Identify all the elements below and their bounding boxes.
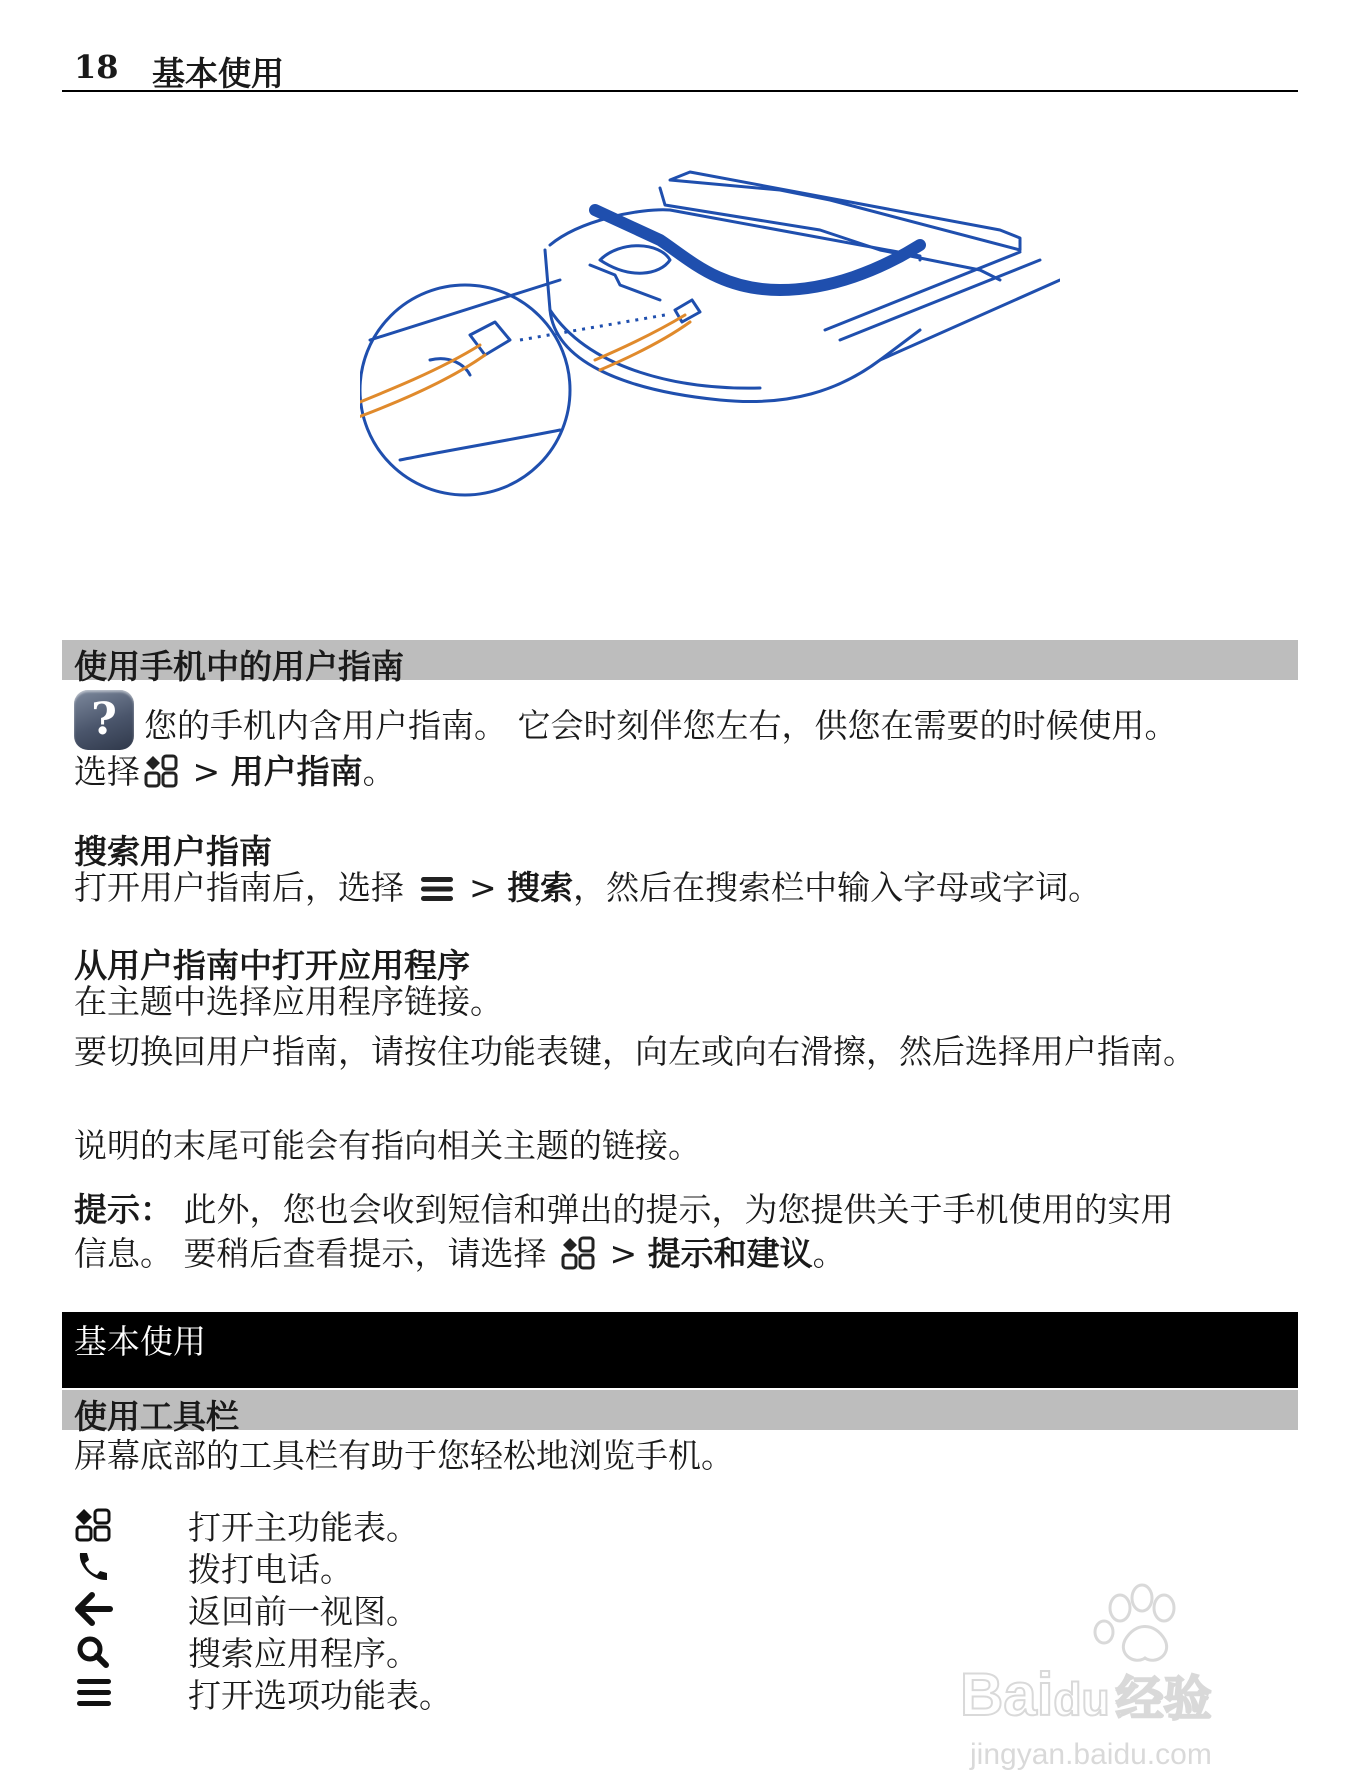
- toolbar-intro: 屏幕底部的工具栏有助于您轻松地浏览手机。: [74, 1436, 734, 1475]
- user-guide-select-line: [74, 752, 396, 792]
- paw-logo-icon: [1080, 1580, 1200, 1670]
- options-menu-icon: [74, 1676, 114, 1710]
- select-end: 。: [362, 752, 396, 791]
- options-menu-icon: [419, 874, 455, 904]
- toolbar-item-back-text: 返回前一视图。: [188, 1592, 419, 1631]
- strap-string-small-1: [595, 315, 685, 360]
- watermark-brand: [960, 1660, 1212, 1729]
- back-arrow-icon: [74, 1592, 114, 1626]
- tip-end: 。: [812, 1234, 846, 1273]
- select-separator: >: [182, 752, 231, 791]
- menu-grid-icon: [561, 1236, 595, 1270]
- page-number: 18: [74, 48, 119, 86]
- back-cover-edge: [660, 188, 1000, 280]
- toolbar-item-search-text: 搜索应用程序。: [188, 1634, 419, 1673]
- tip-line2: [74, 1234, 846, 1274]
- phone-icon: [74, 1550, 114, 1584]
- search-target-link[interactable]: 搜索: [507, 868, 574, 907]
- strap-string-large-2: [360, 355, 485, 422]
- watermark-brand-cn: 经验: [1115, 1673, 1212, 1726]
- toolbar-item-menu-text: 打开主功能表。: [188, 1508, 419, 1547]
- watermark-brand-du: du: [1053, 1673, 1110, 1725]
- tip-text1: 此外，您也会收到短信和弹出的提示，为您提供关于手机使用的实用: [173, 1190, 1174, 1229]
- baidu-watermark: [960, 1580, 1300, 1780]
- link-note: 说明的末尾可能会有指向相关主题的链接。: [74, 1126, 701, 1165]
- open-apps-line1: 在主题中选择应用程序链接。: [74, 982, 503, 1021]
- strap-string-small-2: [600, 322, 690, 370]
- open-apps-title: 从用户指南中打开应用程序: [74, 946, 470, 985]
- search-text-prefix: 打开用户指南后，选择: [74, 868, 415, 907]
- page-header-title: 基本使用: [152, 54, 284, 93]
- phone-frame-highlight: [595, 210, 920, 290]
- select-prefix: 选择: [74, 752, 140, 791]
- select-target-link[interactable]: 用户指南: [230, 752, 363, 791]
- open-apps-line2: 要切换回用户指南，请按住功能表键，向左或向右滑擦，然后选择用户指南。: [74, 1032, 1196, 1071]
- search-guide-title: 搜索用户指南: [74, 832, 272, 871]
- menu-grid-icon: [74, 1508, 114, 1542]
- section-heading-toolbar: 使用工具栏: [74, 1397, 239, 1436]
- phone-body-bottom: [550, 310, 760, 388]
- help-icon: ?: [74, 690, 134, 750]
- section-heading-bar-toolbar: [62, 1390, 1298, 1436]
- chapter-heading-bar: [62, 1312, 1298, 1388]
- tip-line1: [74, 1190, 1174, 1230]
- search-guide-text: [74, 868, 1101, 908]
- tip-text2-prefix: 信息。 要稍后查看提示，请选择: [74, 1234, 557, 1273]
- section-heading-user-guide: 使用手机中的用户指南: [74, 647, 404, 686]
- tips-target-link[interactable]: 提示和建议: [647, 1234, 813, 1273]
- toolbar-item-call-text: 拨打电话。: [188, 1550, 353, 1589]
- search-icon: [74, 1634, 114, 1668]
- user-guide-intro: 您的手机内含用户指南。 它会时刻伴您左右，供您在需要的时候使用。: [144, 706, 1178, 745]
- strap-string-large-1: [360, 345, 480, 410]
- watermark-url: jingyan.baidu.com: [970, 1738, 1212, 1771]
- section-heading-bar: [62, 640, 1298, 686]
- search-text-separator: >: [458, 868, 508, 907]
- tip-separator: >: [598, 1234, 648, 1273]
- tip-label: 提示：: [74, 1190, 173, 1229]
- wrist-strap-illustration: [360, 160, 1060, 580]
- menu-grid-icon: [144, 754, 178, 788]
- magnified-slot: [470, 322, 510, 355]
- toolbar-item-options-text: 打开选项功能表。: [188, 1676, 452, 1715]
- camera-area: [600, 246, 670, 273]
- page-header: [62, 40, 1298, 92]
- search-text-suffix: ，然后在搜索栏中输入字母或字词。: [573, 868, 1102, 907]
- watermark-brand-bai: Bai: [960, 1661, 1054, 1728]
- chapter-heading-basic-use: 基本使用: [74, 1322, 206, 1361]
